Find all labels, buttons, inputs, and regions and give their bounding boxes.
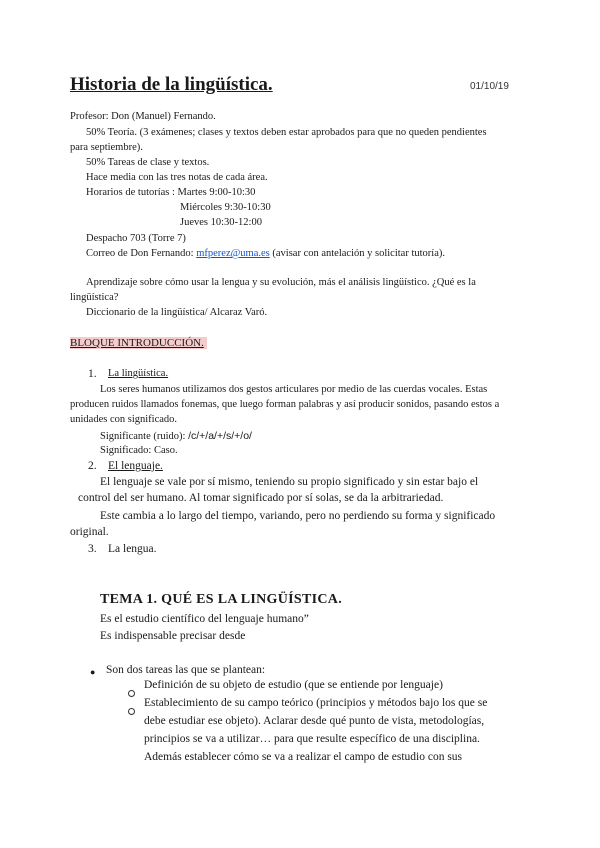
sub-bullet-2-line-4: Además establecer cómo se va a realizar el campo de estudio con sus	[144, 751, 463, 763]
sub-bullet-1-icon	[128, 684, 135, 702]
significante-line	[100, 430, 252, 442]
significante-value: /c/+/a/+/s/+/o/	[188, 430, 252, 442]
tema-heading: TEMA 1. QUÉ ES LA LINGÜÍSTICA.	[100, 592, 343, 607]
significante-label: Significante (ruido):	[100, 431, 189, 442]
document-date: 01/10/19	[470, 81, 509, 92]
significado-line: Significado: Caso.	[100, 445, 178, 456]
document-title: Historia de la lingüística.	[70, 74, 273, 95]
profesor-line: Profesor: Don (Manuel) Fernando.	[70, 111, 216, 122]
sub-bullet-2-line-1: Establecimiento de su campo teórico (principios y métodos bajo los que se	[144, 697, 488, 709]
lenguaje-line-2: control del ser humano. Al tomar significado por sí solas, se da la arbitrariedad.	[78, 492, 444, 504]
tareas-line: 50% Tareas de clase y textos.	[86, 157, 210, 168]
sub-bullet-1-text: Definición de su objeto de estudio (que se entiende por lenguaje)	[144, 679, 443, 691]
email-link[interactable]: mfperez@uma.es	[196, 248, 270, 259]
bloque-heading: BLOQUE INTRODUCCIÓN.	[70, 337, 207, 349]
item-3-number: 3.	[88, 543, 97, 555]
item-2-label: El lenguaje.	[108, 460, 163, 472]
tema-line-1: Es el estudio científico del lenguaje humano”	[100, 613, 309, 625]
ling-paragraph-line-1: Los seres humanos utilizamos dos gestos articulares por medio de las cuerdas vocales. Estas	[100, 384, 488, 395]
teoria-line-1: 50% Teoría. (3 exámenes; clases y textos deben estar aprobados para que no queden pendientes	[86, 127, 487, 138]
correo-line	[86, 248, 445, 259]
horario-miercoles: Miércoles 9:30-10:30	[180, 202, 271, 213]
lenguaje-line-1: El lenguaje se vale por sí mismo, teniendo su propio significado y sin estar bajo el	[100, 476, 479, 488]
aprendizaje-line-2: lingüística?	[70, 292, 119, 303]
tema-line-2: Es indispensable precisar desde	[100, 630, 246, 642]
correo-prefix: Correo de Don Fernando:	[86, 248, 197, 259]
despacho-line: Despacho 703 (Torre 7)	[86, 233, 186, 244]
cambia-line-2: original.	[70, 526, 109, 538]
item-3-label: La lengua.	[108, 543, 157, 555]
horario-jueves: Jueves 10:30-12:00	[180, 217, 262, 228]
item-2-number: 2.	[88, 460, 97, 472]
diccionario-line: Diccionario de la lingüística/ Alcaraz Varó.	[86, 307, 268, 318]
correo-suffix: (avisar con antelación y solicitar tutoría).	[269, 248, 445, 259]
item-1-label: La lingüística.	[108, 368, 169, 379]
bullet-item: Son dos tareas las que se plantean:	[106, 664, 266, 676]
sub-bullet-2-line-3: principios se va a utilizar… para que resulte específico de una disciplina.	[144, 733, 480, 745]
aprendizaje-line-1: Aprendizaje sobre cómo usar la lengua y su evolución, más el análisis lingüístico. ¿Qué es la	[86, 277, 476, 288]
ling-paragraph-line-3: unidades con significado.	[70, 414, 178, 425]
cambia-line-1: Este cambia a lo largo del tiempo, variando, pero no perdiendo su forma y significado	[100, 510, 496, 522]
sub-bullet-2-icon	[128, 702, 135, 720]
media-line: Hace media con las tres notas de cada área.	[86, 172, 268, 183]
item-1-number: 1.	[88, 368, 97, 380]
teoria-line-2: para septiembre).	[70, 142, 143, 153]
bullet-dot-icon: ●	[90, 667, 96, 677]
ling-paragraph-line-2: producen ruidos llamados fonemas, que luego forman palabras y así producir sonidos, pasando estos a	[70, 399, 500, 410]
horarios-line: Horarios de tutorías : Martes 9:00-10:30	[86, 187, 256, 198]
sub-bullet-2-line-2: debe estudiar ese objeto). Aclarar desde qué punto de vista, metodologías,	[144, 715, 485, 727]
